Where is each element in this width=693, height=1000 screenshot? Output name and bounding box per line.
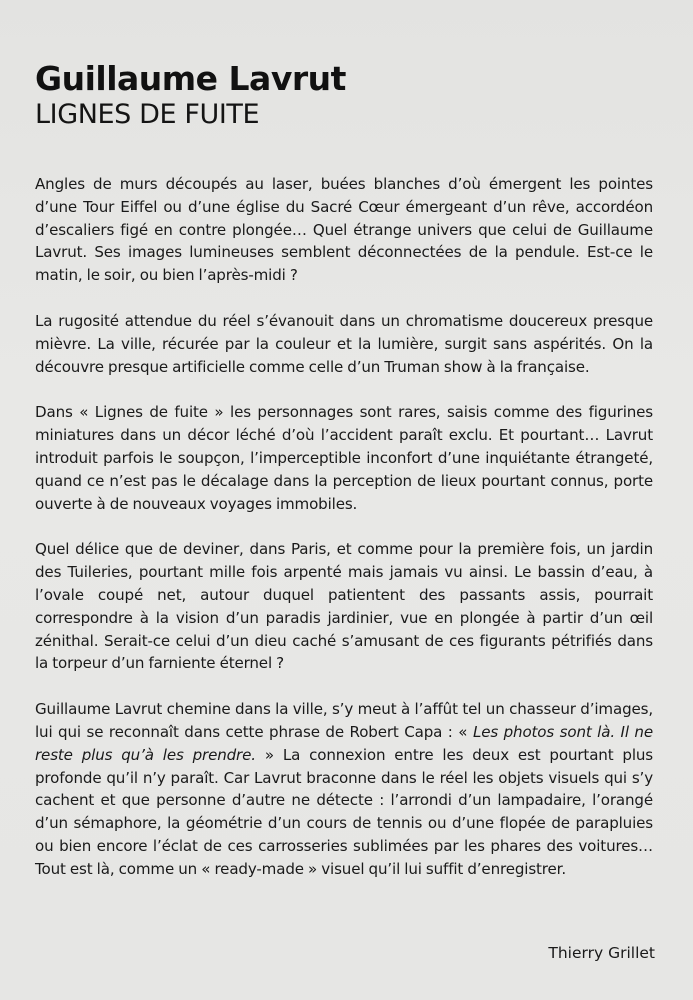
exhibition-title: LIGNES DE FUITE xyxy=(35,99,260,130)
artist-name: Guillaume Lavrut xyxy=(35,59,346,98)
author-signature: Thierry Grillet xyxy=(548,944,655,962)
paragraph-3: Dans « Lignes de fuite » les personnages sont rares, saisis comme des figurines miniatures dans un décor léché d’où l’accident paraît exclu. Et pourtant… Lavrut introduit parfois le soupçon, l’imperceptible inconfort d’une inquiétante étrangeté, quand ce n’est pas le décalage dans la perception de lieux pourtant connus, porte ouverte à de nouveaux voyages immobiles. xyxy=(35,403,653,513)
wall-text-panel xyxy=(35,60,653,904)
paragraph-4: Quel délice que de deviner, dans Paris, et comme pour la première fois, un jardin des Tuileries, pourtant mille fois arpenté mais jamais vu ainsi. Le bassin d’eau, à l’ovale coupé net, autour duquel patientent des passants assis, pourrait correspondre à la vision d’un paradis jardinier, vue en plongée à partir d’un œil zénithal. Serait-ce celui d’un dieu caché s’amusant de ces figurants pétrifiés dans la torpeur d’un farniente éternel ? xyxy=(35,540,653,673)
capa-quote: Les photos sont là. Il ne reste plus qu’à les prendre. xyxy=(35,722,653,764)
paragraph-1: Angles de murs découpés au laser, buées blanches d’où émergent les pointes d’une Tour Eiffel ou d’une église du Sacré Cœur émergeant d’un rêve, accordéon d’escaliers figé en contre plongée… Quel étrange univers que celui de Guillaume Lavrut. Ses images lumineuses semblent déconnectées de la pendule. Est-ce le matin, le soir, ou bien l’après-midi ? xyxy=(35,175,653,285)
paragraph-2: La rugosité attendue du réel s’évanouit dans un chromatisme doucereux presque mièvre. La ville, récurée par la couleur et la lumière, surgit sans aspérités. On la découvre presque artificielle comme celle d’un Truman show à la française. xyxy=(35,311,653,376)
paragraph-5-text-before: Guillaume Lavrut chemine dans la ville, s’y meut à l’affût tel un chasseur d’images, lui qui se reconnaît dans cette phrase de Robert Capa : « xyxy=(35,700,653,741)
paragraph-5-text-after: » La connexion entre les deux est pourtant plus profonde qu’il n’y paraît. Car Lavrut braconne dans le réel les objets visuels qui s’y cachent et que personne d’autre ne détecte : l’arrondi d’un lampadaire, l’orangé d’un sémaphore, la géométrie d’un cours de tennis ou d’une flopée de parapluies ou bien encore l’éclat de ces carrosseries sublimées par les phares des voitures… Tout est là, comme un « ready-made » visuel qu’il lui suffit d’enregistrer. xyxy=(35,745,654,878)
paragraph-5 xyxy=(35,698,653,880)
